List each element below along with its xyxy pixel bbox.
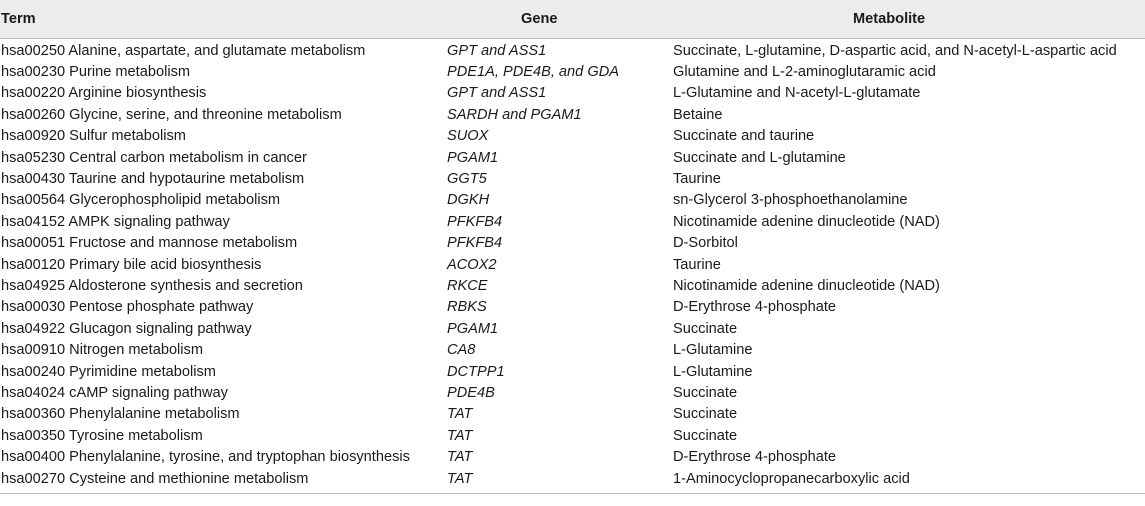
- cell-gene: ACOX2: [447, 256, 497, 273]
- cell-term: hsa05230 Central carbon metabolism in cancer: [1, 149, 307, 166]
- cell-gene: PFKFB4: [447, 213, 503, 230]
- cell-term: hsa00270 Cysteine and methionine metabolism: [1, 470, 309, 487]
- cell-metabolite: L-Glutamine and N-acetyl-L-glutamate: [673, 85, 921, 102]
- cell-gene: PDE1A, PDE4B, and GDA: [447, 63, 619, 80]
- cell-gene: TAT: [447, 470, 473, 487]
- cell-metabolite: 1-Aminocyclopropanecarboxylic acid: [673, 470, 910, 487]
- cell-term: hsa04024 cAMP signaling pathway: [1, 385, 228, 401]
- cell-metabolite: D-Sorbitol: [673, 235, 738, 252]
- cell-gene: PDE4B: [447, 385, 495, 401]
- table-row: [0, 276, 1145, 297]
- cell-gene: SUOX: [447, 128, 489, 145]
- cell-term: hsa00260 Glycine, serine, and threonine metabolism: [1, 106, 342, 123]
- cell-term: hsa00920 Sulfur metabolism: [1, 128, 186, 145]
- cell-metabolite: sn-Glycerol 3-phosphoethanolamine: [673, 192, 908, 209]
- cell-metabolite: Succinate: [673, 406, 738, 423]
- cell-metabolite: D-Erythrose 4-phosphate: [673, 299, 837, 316]
- cell-metabolite: Succinate: [673, 385, 738, 401]
- cell-metabolite: Betaine: [673, 106, 723, 123]
- header-row: [0, 0, 1145, 38]
- table-row: [0, 340, 1145, 361]
- table-row: [0, 255, 1145, 276]
- cell-metabolite: Succinate, L-glutamine, D-aspartic acid, and N-acetyl-L-aspartic acid: [673, 42, 1117, 59]
- cell-gene: GPT and ASS1: [447, 85, 547, 102]
- cell-metabolite: L-Glutamine: [673, 363, 753, 380]
- cell-term: hsa00430 Taurine and hypotaurine metabolism: [1, 170, 305, 187]
- cell-metabolite: Succinate and taurine: [673, 128, 815, 145]
- cell-term: hsa04922 Glucagon signaling pathway: [1, 320, 252, 337]
- cell-term: hsa00250 Alanine, aspartate, and glutamate metabolism: [1, 42, 366, 59]
- cell-metabolite: Nicotinamide adenine dinucleotide (NAD): [673, 213, 940, 230]
- table-row: [0, 426, 1145, 447]
- cell-gene: DCTPP1: [447, 363, 505, 380]
- cell-term: hsa00240 Pyrimidine metabolism: [1, 363, 216, 380]
- cell-term: hsa00220 Arginine biosynthesis: [1, 85, 207, 102]
- cell-metabolite: Succinate and L-glutamine: [673, 149, 846, 166]
- cell-term: hsa04152 AMPK signaling pathway: [1, 213, 230, 230]
- cell-term: hsa00910 Nitrogen metabolism: [1, 342, 203, 359]
- cell-metabolite: Taurine: [673, 256, 721, 273]
- cell-gene: PGAM1: [447, 149, 499, 166]
- cell-gene: PFKFB4: [447, 235, 503, 252]
- header-metabolite: Metabolite: [853, 10, 926, 27]
- cell-term: hsa00230 Purine metabolism: [1, 63, 191, 80]
- cell-term: hsa00350 Tyrosine metabolism: [1, 427, 203, 444]
- table-row: [0, 447, 1145, 468]
- table-row: [0, 383, 1145, 404]
- cell-term: hsa04925 Aldosterone synthesis and secretion: [1, 277, 303, 294]
- cell-metabolite: Succinate: [673, 427, 738, 444]
- table-row: [0, 469, 1145, 490]
- cell-term: hsa00030 Pentose phosphate pathway: [1, 299, 254, 316]
- table-row: [0, 233, 1145, 254]
- table-row: [0, 169, 1145, 190]
- cell-term: hsa00564 Glycerophospholipid metabolism: [1, 192, 281, 209]
- cell-term: hsa00360 Phenylalanine metabolism: [1, 406, 240, 423]
- table-row: [0, 190, 1145, 211]
- table-bottom-rule: [0, 493, 1145, 494]
- header-term: Term: [1, 10, 36, 27]
- table-row: [0, 105, 1145, 126]
- table-header: [0, 0, 1145, 38]
- cell-metabolite: Nicotinamide adenine dinucleotide (NAD): [673, 277, 940, 294]
- cell-gene: DGKH: [447, 192, 490, 209]
- cell-gene: RBKS: [447, 299, 487, 316]
- cell-gene: GPT and ASS1: [447, 42, 547, 59]
- cell-term: hsa00051 Fructose and mannose metabolism: [1, 235, 298, 252]
- table-row: [0, 212, 1145, 233]
- cell-gene: SARDH and PGAM1: [447, 106, 582, 123]
- table-row: [0, 83, 1145, 104]
- cell-gene: TAT: [447, 406, 473, 423]
- cell-gene: CA8: [447, 342, 476, 359]
- cell-metabolite: D-Erythrose 4-phosphate: [673, 449, 837, 466]
- cell-metabolite: L-Glutamine: [673, 342, 753, 359]
- cell-term: hsa00400 Phenylalanine, tyrosine, and tryptophan biosynthesis: [1, 449, 410, 466]
- table-row: [0, 404, 1145, 425]
- header-gene: Gene: [521, 10, 558, 27]
- cell-metabolite: Succinate: [673, 320, 738, 337]
- table-row: [0, 38, 1145, 62]
- table-row: [0, 362, 1145, 383]
- table-body: [0, 38, 1145, 490]
- cell-gene: TAT: [447, 449, 473, 466]
- cell-metabolite: Glutamine and L-2-aminoglutaramic acid: [673, 63, 936, 80]
- cell-gene: RKCE: [447, 277, 488, 294]
- table-row: [0, 148, 1145, 169]
- cell-metabolite: Taurine: [673, 170, 721, 187]
- table-row: [0, 319, 1145, 340]
- cell-term: hsa00120 Primary bile acid biosynthesis: [1, 256, 262, 273]
- table-row: [0, 126, 1145, 147]
- cell-gene: PGAM1: [447, 320, 499, 337]
- table-row: [0, 62, 1145, 83]
- cell-gene: GGT5: [447, 170, 487, 187]
- table-row: [0, 297, 1145, 318]
- cell-gene: TAT: [447, 427, 473, 444]
